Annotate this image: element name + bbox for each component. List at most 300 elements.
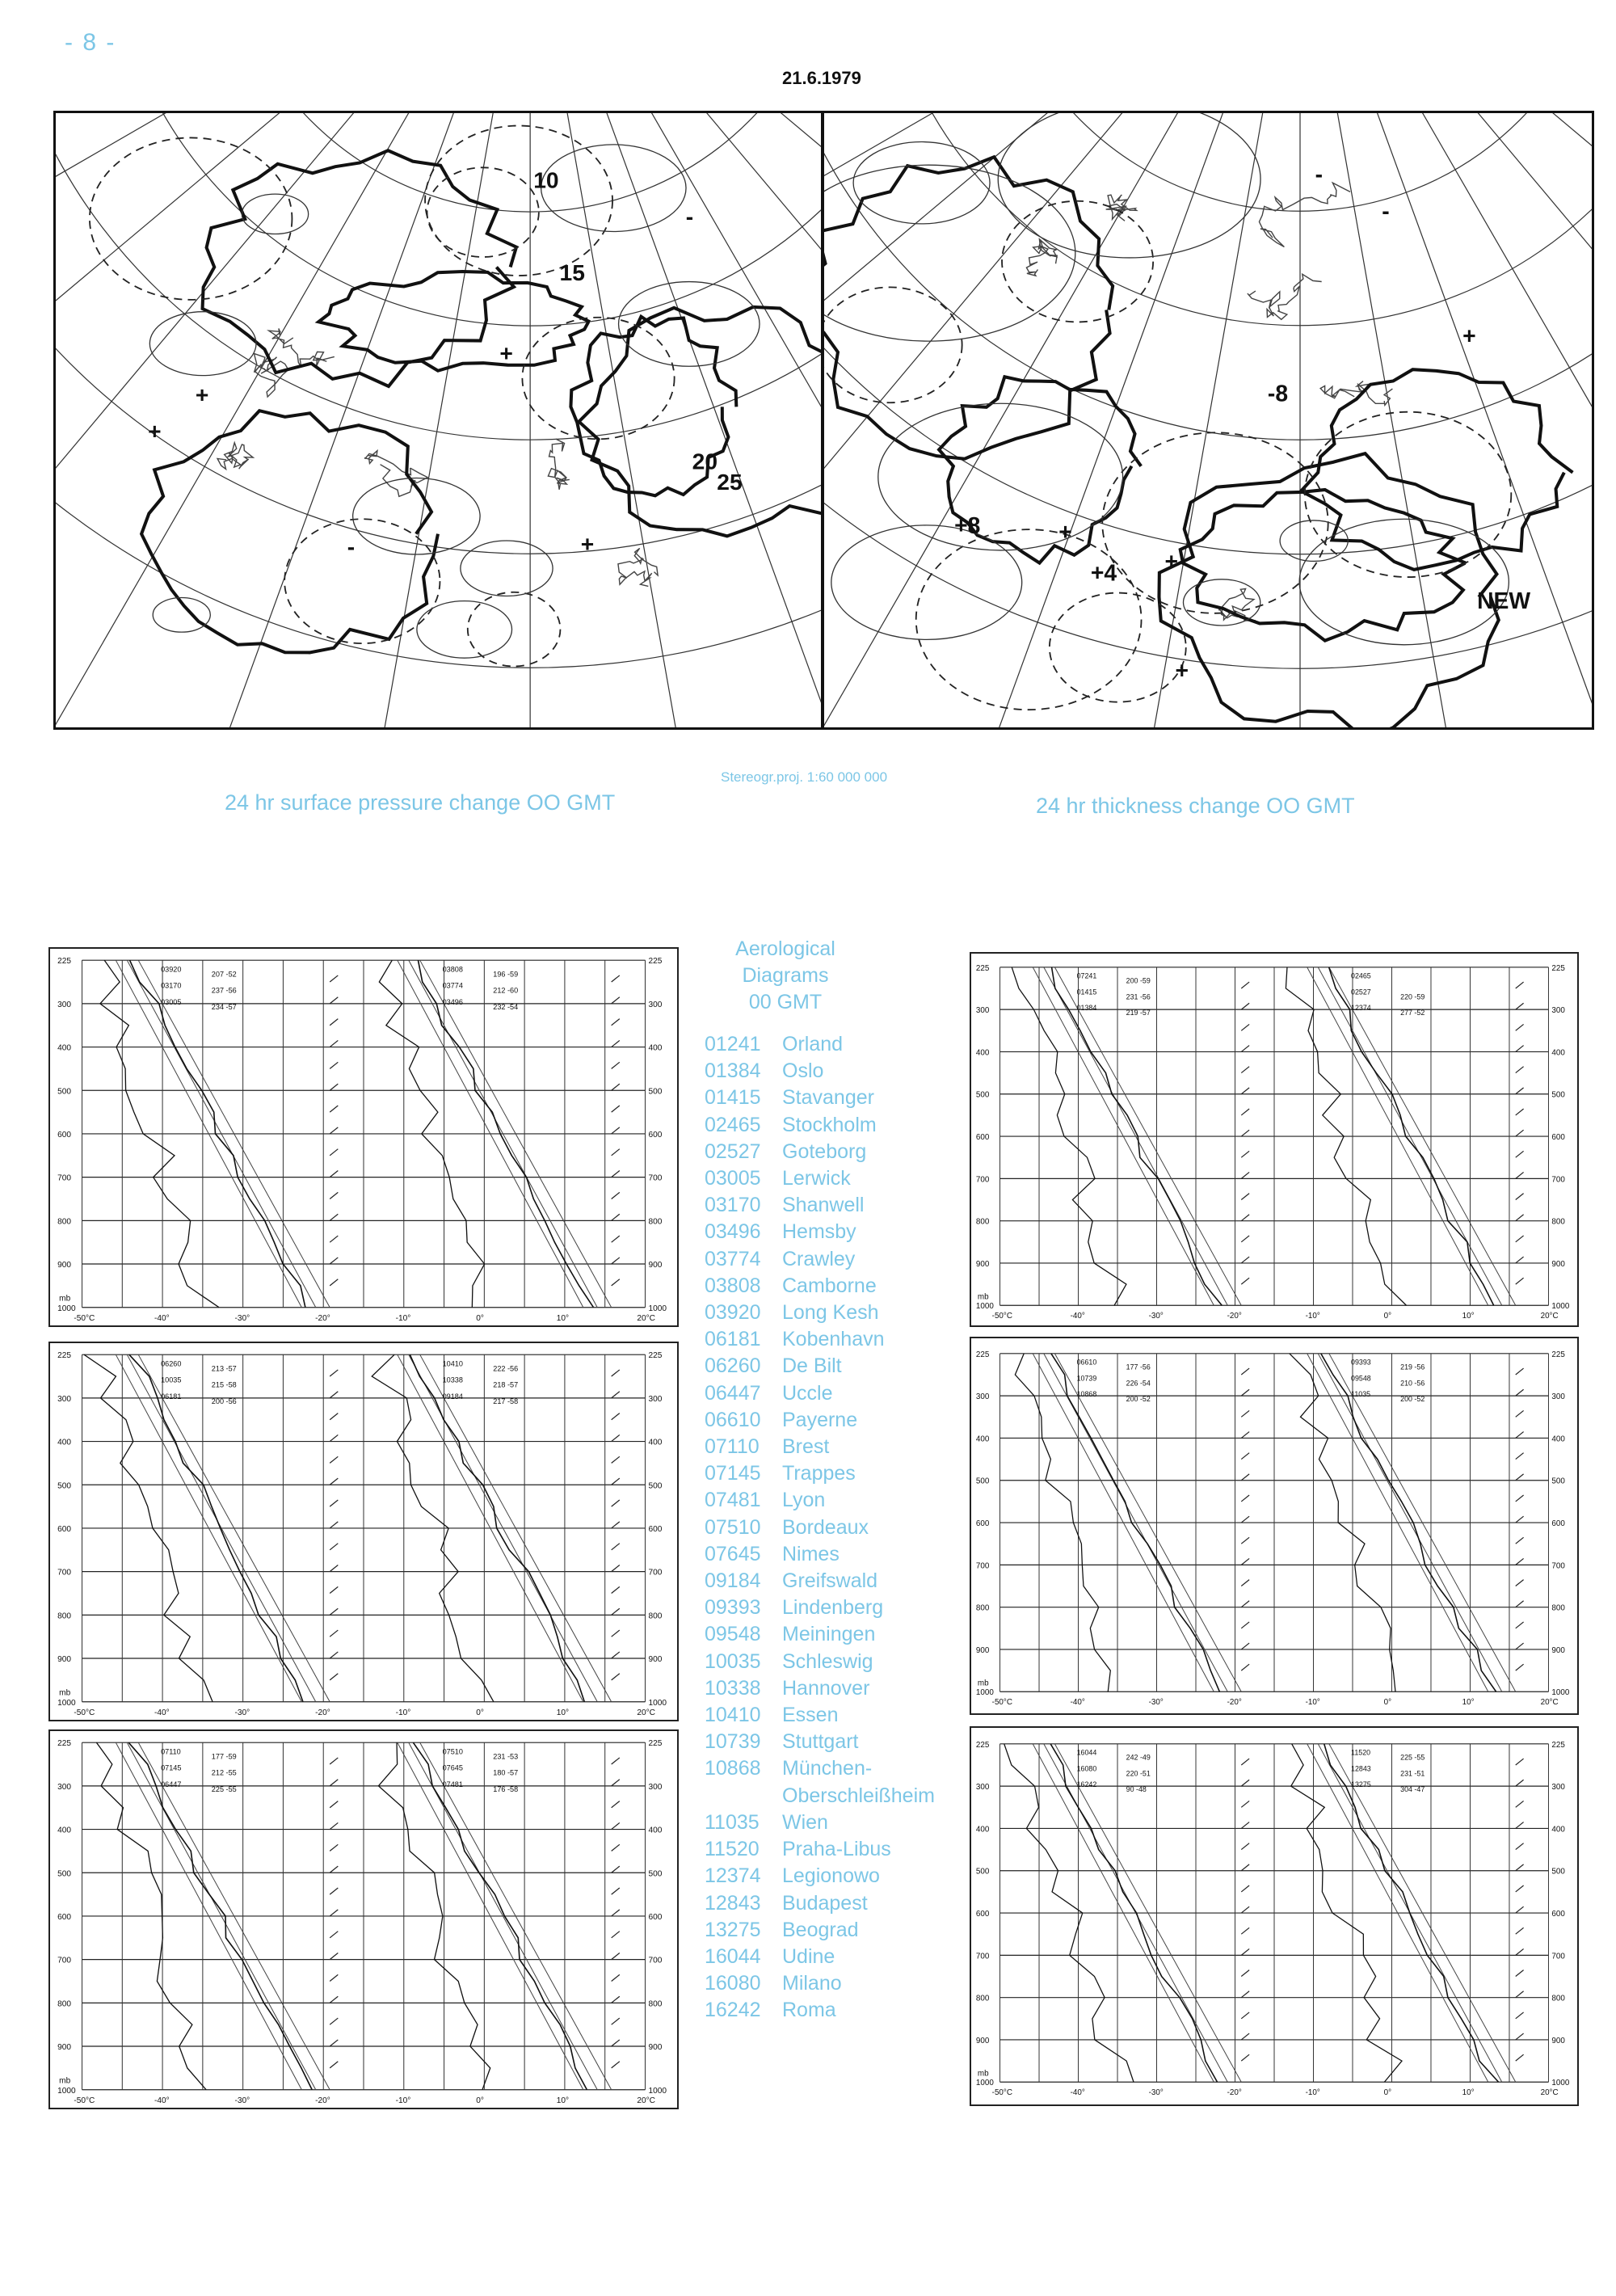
temperature-tick-label: 10° (556, 1708, 570, 1717)
pressure-tick-label: 500 (57, 1481, 72, 1491)
surface-pressure-change-map (53, 111, 823, 730)
pressure-tick-label: 500 (648, 1481, 663, 1491)
station-code: 16080 (705, 1972, 761, 1995)
pressure-tick-label: 400 (975, 1825, 990, 1835)
aerological-diagram-5 (48, 1729, 679, 2109)
pressure-tick-label: 700 (57, 1956, 72, 1965)
station-name: Nimes (782, 1542, 840, 1565)
pressure-tick-label: 300 (1551, 1392, 1565, 1402)
station-name: Shanwell (782, 1194, 865, 1217)
temperature-tick-label: 20°C (637, 2096, 655, 2105)
pressure-tick-label: 300 (1551, 1783, 1565, 1793)
station-name: De Bilt (782, 1354, 842, 1378)
pressure-tick-label: 600 (648, 1131, 663, 1140)
temperature-tick-label: -10° (395, 1708, 411, 1717)
unit-label: mb (59, 1688, 71, 1698)
temperature-tick-label: 20°C (1540, 1698, 1559, 1708)
map-label: + (1462, 322, 1476, 349)
temperature-tick-label: -40° (1070, 1312, 1085, 1321)
pressure-tick-label: 700 (57, 1568, 72, 1578)
station-row (705, 1649, 971, 1675)
station-row (705, 1595, 971, 1621)
pressure-tick-label: 700 (648, 1956, 663, 1965)
station-row (705, 1997, 971, 2024)
station-row (705, 1192, 971, 1219)
station-name: Goteborg (782, 1140, 867, 1163)
station-code: 16044 (705, 1944, 761, 1968)
pressure-tick-label: 400 (975, 1434, 990, 1444)
diagram-station-value: 226 -54 (1126, 1379, 1151, 1388)
diagram-station-code: 02527 (1351, 988, 1371, 996)
station-code: 10410 (705, 1704, 761, 1727)
pressure-tick-label: 500 (975, 1477, 990, 1486)
station-name: Legionowo (782, 1864, 880, 1888)
diagram-station-code: 12374 (1351, 1004, 1371, 1013)
pressure-tick-label: 500 (1551, 1090, 1565, 1100)
temperature-tick-label: 20°C (1540, 1312, 1559, 1321)
pressure-tick-label: 600 (1551, 1133, 1565, 1142)
diagram-station-value: 212 -55 (211, 1768, 237, 1777)
station-row (705, 1300, 971, 1326)
pressure-tick-label: 800 (57, 1217, 72, 1227)
pressure-tick-label: 225 (1551, 963, 1565, 973)
diagram-station-value: 220 -59 (1400, 992, 1425, 1001)
pressure-tick-label: 225 (648, 1739, 663, 1749)
pressure-tick-label: 225 (57, 957, 72, 967)
pressure-tick-label: 400 (1551, 1048, 1565, 1058)
diagram-station-value: 176 -58 (493, 1784, 519, 1793)
station-row (705, 1863, 971, 1889)
pressure-tick-label: 600 (57, 1525, 72, 1534)
station-code: 01241 (705, 1033, 761, 1055)
diagram-station-value: 304 -47 (1400, 1785, 1425, 1794)
temperature-tick-label: -10° (1305, 2088, 1320, 2098)
station-code: 09548 (705, 1623, 761, 1646)
pressure-tick-label: 300 (57, 1394, 72, 1404)
diagram-station-value: 225 -55 (211, 1784, 237, 1793)
diagram-station-code: 03496 (442, 997, 463, 1006)
station-name: Praha-Libus (782, 1838, 891, 1861)
diagram-station-value: 207 -52 (211, 970, 237, 979)
pressure-tick-label: 225 (975, 1740, 990, 1750)
map-label: + (499, 339, 513, 366)
station-name: Roma (782, 1999, 836, 2022)
diagram-station-value: 200 -56 (211, 1397, 237, 1405)
temperature-tick-label: -30° (1148, 2088, 1164, 2098)
pressure-tick-label: 800 (975, 1603, 990, 1613)
station-name: Crawley (782, 1247, 856, 1270)
pressure-tick-label: 1000 (57, 1698, 76, 1708)
aerological-diagram-3 (48, 1342, 679, 1721)
pressure-tick-label: 500 (975, 1867, 990, 1877)
station-code: 01384 (705, 1060, 761, 1083)
diagram-station-code: 10338 (442, 1375, 463, 1384)
pressure-tick-label: 900 (1551, 1259, 1565, 1269)
aerological-title-line: 00 GMT (748, 991, 823, 1013)
pressure-tick-label: 300 (57, 1000, 72, 1009)
diagram-station-code: 02465 (1351, 971, 1371, 980)
pressure-tick-label: 600 (1551, 1910, 1565, 1919)
station-row (705, 1890, 971, 1917)
station-row (705, 1809, 971, 1836)
map-label: - (347, 533, 356, 560)
temperature-tick-label: -10° (1305, 1698, 1320, 1708)
station-row (705, 1944, 971, 1970)
station-code: 09393 (705, 1596, 761, 1620)
temperature-tick-label: -40° (1070, 2088, 1085, 2098)
unit-label: mb (977, 1679, 989, 1688)
temperature-tick-label: 0° (1383, 1312, 1392, 1321)
station-name: München- (782, 1757, 873, 1780)
station-code: 03774 (705, 1247, 761, 1270)
pressure-tick-label: 900 (648, 1261, 663, 1270)
station-name: Essen (782, 1704, 839, 1727)
diagram-station-code: 03170 (161, 981, 182, 990)
pressure-tick-label: 225 (975, 1350, 990, 1359)
map-label: 10 (533, 166, 559, 193)
aerological-diagram-2 (970, 952, 1579, 1327)
pressure-tick-label: 600 (648, 1913, 663, 1922)
station-name: Oberschleißheim (782, 1784, 935, 1807)
station-code: 11520 (705, 1838, 760, 1861)
thickness-change-map (822, 111, 1594, 730)
station-code: 16242 (705, 1999, 761, 2022)
diagram-station-value: 200 -52 (1400, 1395, 1425, 1404)
diagram-station-code: 09548 (1351, 1374, 1371, 1383)
station-code: 10035 (705, 1649, 761, 1673)
temperature-tick-label: -30° (1148, 1698, 1164, 1708)
pressure-tick-label: 1000 (975, 1302, 994, 1312)
diagram-station-value: 215 -58 (211, 1380, 237, 1389)
station-code: 12374 (705, 1864, 761, 1888)
aerological-diagram-4 (970, 1337, 1579, 1715)
diagram-station-code: 06447 (161, 1780, 182, 1788)
pressure-tick-label: 700 (648, 1568, 663, 1578)
temperature-tick-label: 20°C (1540, 2088, 1559, 2098)
aerological-title-line: Diagrams (742, 964, 829, 987)
station-row (705, 1139, 971, 1165)
pressure-tick-label: 700 (975, 1175, 990, 1185)
temperature-tick-label: -20° (315, 2096, 330, 2105)
unit-label: mb (977, 1292, 989, 1302)
pressure-tick-label: 400 (57, 1826, 72, 1835)
pressure-tick-label: 300 (1551, 1006, 1565, 1016)
diagram-station-code: 11035 (1351, 1390, 1371, 1399)
pressure-tick-label: 600 (648, 1525, 663, 1534)
station-name: Budapest (782, 1891, 868, 1915)
pressure-tick-label: 1000 (57, 1304, 76, 1313)
station-code: 06260 (705, 1354, 761, 1378)
pressure-tick-label: 300 (975, 1006, 990, 1016)
diagram-station-code: 12843 (1351, 1764, 1371, 1773)
diagram-station-value: 234 -57 (211, 1002, 237, 1011)
station-row (705, 1675, 971, 1702)
pressure-tick-label: 600 (57, 1913, 72, 1922)
station-code: 07645 (705, 1542, 761, 1565)
map-label: 15 (559, 259, 585, 286)
station-row (705, 1836, 971, 1863)
diagram-station-value: 225 -55 (1400, 1753, 1425, 1762)
station-row (705, 1541, 971, 1568)
station-row (705, 1568, 971, 1595)
temperature-tick-label: -50°C (991, 1698, 1012, 1708)
station-name: Oslo (782, 1060, 824, 1083)
pressure-tick-label: 225 (1551, 1740, 1565, 1750)
station-code: 09184 (705, 1569, 761, 1593)
pressure-tick-label: 800 (648, 1611, 663, 1621)
diagram-station-code: 07145 (161, 1763, 182, 1772)
station-row (705, 1702, 971, 1729)
pressure-tick-label: 800 (648, 1217, 663, 1227)
station-name: Wien (782, 1810, 828, 1834)
station-row (705, 1783, 971, 1809)
temperature-tick-label: -20° (315, 1708, 330, 1717)
station-name: Lerwick (782, 1167, 851, 1190)
diagram-station-value: 200 -59 (1126, 976, 1151, 985)
pressure-tick-label: 225 (648, 1351, 663, 1361)
station-code: 07510 (705, 1515, 761, 1539)
pressure-tick-label: 225 (1551, 1350, 1565, 1359)
pressure-tick-label: 1000 (648, 1304, 667, 1313)
diagram-station-value: 196 -59 (493, 970, 519, 979)
pressure-tick-label: 225 (648, 957, 663, 967)
diagram-station-code: 16242 (1076, 1780, 1097, 1789)
station-name: Long Kesh (782, 1301, 879, 1325)
temperature-tick-label: -50°C (74, 2096, 95, 2105)
diagram-station-code: 01384 (1076, 1004, 1097, 1013)
pressure-tick-label: 225 (57, 1351, 72, 1361)
pressure-tick-label: 400 (648, 1438, 663, 1447)
station-code: 07110 (705, 1435, 760, 1459)
aerological-diagram-1 (48, 947, 679, 1327)
station-code: 10868 (705, 1757, 761, 1780)
pressure-tick-label: 1000 (648, 1698, 667, 1708)
pressure-tick-label: 300 (975, 1392, 990, 1402)
station-row (705, 1970, 971, 1997)
pressure-tick-label: 1000 (57, 2086, 76, 2096)
diagram-station-code: 10739 (1076, 1374, 1097, 1383)
station-name: Trappes (782, 1462, 856, 1485)
station-code: 10338 (705, 1676, 761, 1700)
map-label: +4 (1090, 559, 1117, 586)
pressure-tick-label: 700 (975, 1561, 990, 1571)
pressure-tick-label: 800 (57, 1999, 72, 2009)
map-label: + (195, 381, 209, 408)
pressure-tick-label: 1000 (975, 1688, 994, 1698)
pressure-tick-label: 600 (57, 1131, 72, 1140)
page-date: 21.6.1979 (782, 68, 861, 88)
right-map-caption: 24 hr thickness change OO GMT (1036, 794, 1355, 818)
pressure-tick-label: 900 (648, 2043, 663, 2053)
station-name: Brest (782, 1435, 830, 1459)
pressure-tick-label: 1000 (1551, 1302, 1570, 1312)
station-code: 06447 (705, 1381, 761, 1405)
pressure-tick-label: 300 (648, 1782, 663, 1792)
temperature-tick-label: -20° (1227, 1698, 1242, 1708)
station-name: Schleswig (782, 1649, 873, 1673)
diagram-station-code: 01415 (1076, 988, 1097, 996)
diagram-station-code: 13275 (1351, 1780, 1371, 1789)
pressure-tick-label: 500 (975, 1090, 990, 1100)
diagram-station-code: 06260 (161, 1359, 182, 1368)
map-label: + (1175, 657, 1189, 684)
station-code: 07481 (705, 1489, 761, 1512)
temperature-tick-label: 0° (1383, 1698, 1392, 1708)
temperature-tick-label: -50°C (74, 1708, 95, 1717)
diagram-station-code: 03005 (161, 997, 182, 1006)
pressure-tick-label: 600 (975, 1133, 990, 1142)
unit-label: mb (59, 2076, 71, 2086)
unit-label: mb (977, 2069, 989, 2079)
pressure-tick-label: 900 (975, 2036, 990, 2045)
pressure-tick-label: 400 (57, 1438, 72, 1447)
map-label: 25 (717, 468, 743, 495)
pressure-tick-label: 1000 (1551, 2079, 1570, 2088)
diagram-station-value: 218 -57 (493, 1380, 519, 1389)
pressure-tick-label: 500 (57, 1087, 72, 1097)
map-label: 20 (692, 448, 718, 474)
station-name: Hannover (782, 1676, 870, 1700)
station-row (705, 1353, 971, 1380)
station-row (705, 1460, 971, 1487)
station-code: 06610 (705, 1408, 761, 1431)
station-row (705, 1326, 971, 1353)
diagram-station-code: 16044 (1076, 1748, 1097, 1757)
station-code (705, 1783, 782, 1809)
station-code: 12843 (705, 1891, 761, 1915)
aerological-title (705, 936, 866, 1016)
pressure-tick-label: 700 (975, 1952, 990, 1961)
temperature-tick-label: 10° (556, 1313, 570, 1323)
pressure-tick-label: 900 (975, 1645, 990, 1655)
diagram-station-value: 231 -51 (1400, 1769, 1425, 1778)
diagram-station-code: 06610 (1076, 1358, 1097, 1367)
station-name: Stavanger (782, 1086, 874, 1110)
diagram-station-code: 09393 (1351, 1358, 1371, 1367)
temperature-tick-label: 10° (1462, 1698, 1475, 1708)
temperature-tick-label: 20°C (637, 1708, 655, 1717)
pressure-tick-label: 700 (1551, 1561, 1565, 1571)
diagram-station-value: 220 -51 (1126, 1769, 1151, 1778)
aerological-diagram-6 (970, 1726, 1579, 2106)
station-row (705, 1621, 971, 1648)
station-row (705, 1434, 971, 1460)
diagram-station-value: 242 -49 (1126, 1753, 1151, 1762)
temperature-tick-label: 10° (556, 2096, 570, 2105)
station-name: Greifswald (782, 1569, 878, 1593)
projection-note: Stereogr.proj. 1:60 000 000 (721, 769, 888, 785)
temperature-tick-label: -50°C (991, 2088, 1012, 2098)
map-label: + (1058, 518, 1072, 545)
diagram-station-code: 03920 (161, 965, 182, 974)
station-name: Hemsby (782, 1220, 856, 1244)
diagram-station-code: 10868 (1076, 1390, 1097, 1399)
station-code: 07145 (705, 1462, 761, 1485)
station-row (705, 1407, 971, 1434)
temperature-tick-label: 20°C (637, 1313, 655, 1323)
map-label: - (685, 203, 694, 230)
pressure-tick-label: 400 (57, 1043, 72, 1053)
diagram-station-value: 222 -56 (493, 1364, 519, 1373)
diagram-station-code: 03774 (442, 981, 463, 990)
map-label: - (1315, 161, 1324, 187)
pressure-tick-label: 500 (57, 1869, 72, 1879)
temperature-tick-label: -30° (234, 1313, 250, 1323)
station-code: 13275 (705, 1918, 761, 1941)
pressure-tick-label: 500 (648, 1087, 663, 1097)
pressure-tick-label: 700 (1551, 1175, 1565, 1185)
pressure-tick-label: 900 (1551, 2036, 1565, 2045)
pressure-tick-label: 400 (1551, 1825, 1565, 1835)
pressure-tick-label: 500 (1551, 1477, 1565, 1486)
pressure-tick-label: 800 (648, 1999, 663, 2009)
pressure-tick-label: 900 (648, 1655, 663, 1665)
diagram-station-code: 11520 (1351, 1748, 1371, 1757)
station-code: 01415 (705, 1086, 761, 1110)
aerological-title-line: Aerological (735, 937, 835, 960)
temperature-tick-label: -30° (1148, 1312, 1164, 1321)
map-label: + (1164, 548, 1179, 575)
temperature-tick-label: -10° (395, 2096, 411, 2105)
station-code: 10739 (705, 1730, 761, 1754)
pressure-tick-label: 700 (1551, 1952, 1565, 1961)
pressure-tick-label: 1000 (648, 2086, 667, 2096)
diagram-station-code: 07241 (1076, 971, 1097, 980)
station-list (705, 1031, 971, 2024)
temperature-tick-label: 0° (476, 1313, 484, 1323)
map-label: NEW (1477, 587, 1531, 613)
diagram-station-value: 219 -56 (1400, 1363, 1425, 1371)
map-label: - (1382, 197, 1390, 224)
temperature-tick-label: -10° (1305, 1312, 1320, 1321)
pressure-tick-label: 600 (975, 1519, 990, 1528)
station-row (705, 1729, 971, 1755)
station-row (705, 1273, 971, 1300)
map-label: -8 (1267, 380, 1289, 407)
station-code: 03808 (705, 1274, 761, 1297)
temperature-tick-label: -50°C (74, 1313, 95, 1323)
temperature-tick-label: 0° (476, 2096, 484, 2105)
pressure-tick-label: 900 (1551, 1645, 1565, 1655)
diagram-station-value: 217 -58 (493, 1397, 519, 1405)
diagram-station-value: 177 -56 (1126, 1363, 1151, 1371)
station-row (705, 1380, 971, 1407)
pressure-tick-label: 400 (975, 1048, 990, 1058)
temperature-tick-label: -40° (154, 1708, 170, 1717)
temperature-tick-label: -50°C (991, 1312, 1012, 1321)
pressure-tick-label: 300 (648, 1394, 663, 1404)
station-row (705, 1917, 971, 1944)
temperature-tick-label: -10° (395, 1313, 411, 1323)
station-name: Bordeaux (782, 1515, 869, 1539)
station-name: Kobenhavn (782, 1328, 885, 1351)
pressure-tick-label: 700 (57, 1173, 72, 1183)
pressure-tick-label: 900 (57, 1261, 72, 1270)
map-label: +8 (954, 512, 981, 539)
pressure-tick-label: 300 (57, 1782, 72, 1792)
temperature-tick-label: -20° (315, 1313, 330, 1323)
station-row (705, 1487, 971, 1514)
pressure-tick-label: 600 (975, 1910, 990, 1919)
station-name: Camborne (782, 1274, 877, 1297)
temperature-tick-label: 10° (1462, 1312, 1475, 1321)
station-row (705, 1246, 971, 1273)
diagram-station-value: 213 -57 (211, 1364, 237, 1373)
unit-label: mb (59, 1294, 71, 1304)
pressure-tick-label: 900 (57, 2043, 72, 2053)
station-row (705, 1219, 971, 1245)
page-number: - 8 - (65, 29, 116, 56)
